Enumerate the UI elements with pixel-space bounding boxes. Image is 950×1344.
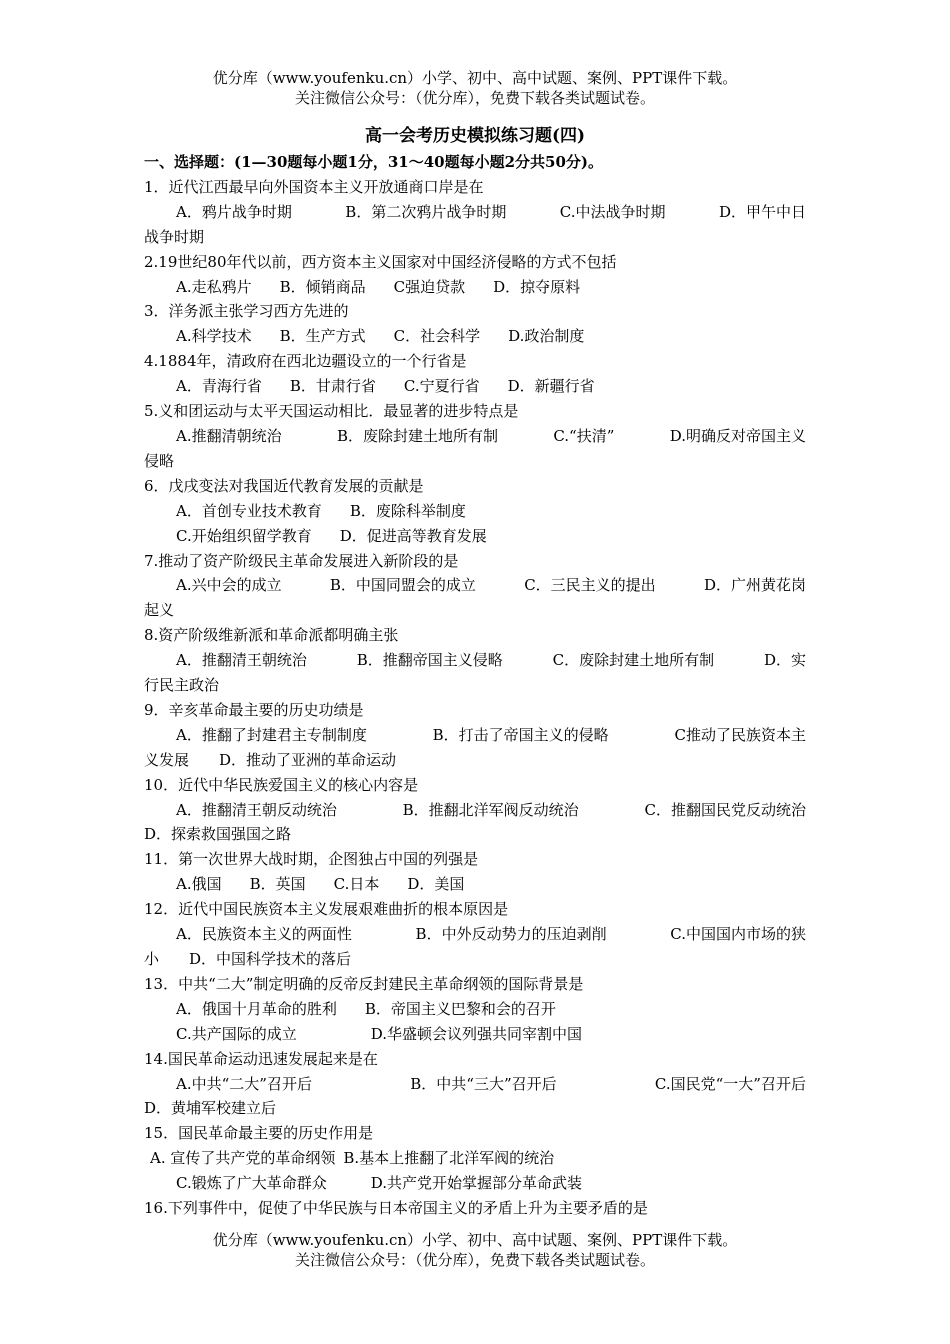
option-continuation: D．探索救国强国之路	[144, 825, 292, 844]
option: C.中法战争时期	[559, 202, 666, 221]
option: B．倾销商品	[279, 277, 366, 296]
option-continuation: 小 D．中国科学技术的落后	[144, 950, 352, 968]
option: C推动了民族资本主	[674, 725, 806, 744]
option: C.中国国内市场的狭	[670, 925, 806, 944]
option: C．推翻国民党反动统治	[644, 800, 806, 819]
option: C.共产国际的成立	[176, 1024, 297, 1043]
option: C.宁夏行省	[403, 377, 480, 396]
footer-line-1: 优分库（www.youfenku.cn）小学、初中、高中试题、案例、PPT课件下载。	[212, 1231, 738, 1249]
options-row	[144, 872, 806, 897]
question-stem: 14.国民革命运动迅速发展起来是在	[144, 1049, 378, 1068]
question-stem: 8.资产阶级维新派和革命派都明确主张	[144, 626, 399, 645]
option: D.明确反对帝国主义	[669, 426, 806, 445]
options-row	[144, 524, 806, 549]
option: B．废除科举制度	[349, 501, 466, 520]
option: A. 宣传了共产党的革命纲领	[150, 1149, 336, 1168]
question-stem: 5.义和团运动与太平天国运动相比．最显著的进步特点是	[144, 402, 519, 421]
options-row	[144, 275, 806, 300]
option: B．中国同盟会的成立	[329, 576, 476, 595]
option-continuation: D．黄埔军校建立后	[144, 1099, 277, 1118]
option: B．中外反动势力的压迫剥削	[415, 925, 607, 944]
option: C.开始组织留学教育	[176, 526, 312, 545]
option: A.兴中会的成立	[176, 576, 282, 595]
option-continuation: 行民主政治	[144, 676, 220, 695]
options-row	[144, 200, 806, 225]
option: A.推翻清朝统治	[176, 426, 282, 445]
option: A.科学技术	[176, 327, 252, 346]
question-stem: 2.19世纪80年代以前，西方资本主义国家对中国经济侵略的方式不包括	[144, 252, 617, 271]
option: B．废除封建土地所有制	[336, 426, 498, 445]
options-row	[144, 1072, 806, 1097]
option: D．美国	[407, 875, 465, 894]
option: D.政治制度	[508, 327, 585, 346]
question-stem: 12．近代中国民族资本主义发展艰难曲折的根本原因是	[144, 900, 509, 919]
option: A．民族资本主义的两面性	[176, 925, 352, 944]
option: B．中共“三大”召开后	[410, 1074, 557, 1093]
option: C.国民党“一大”召开后	[654, 1074, 806, 1093]
option: A.走私鸦片	[176, 277, 252, 296]
option: C强迫贷款	[393, 277, 466, 296]
option: B．推翻帝国主义侵略	[356, 651, 503, 670]
options-row	[144, 648, 806, 673]
option: D.华盛顿会议列强共同宰割中国	[370, 1024, 582, 1043]
option: D．新疆行省	[507, 377, 595, 396]
option-continuation: 起义	[144, 601, 175, 620]
option: A．俄国十月革命的胜利	[176, 999, 337, 1018]
option: C．三民主义的提出	[524, 576, 656, 595]
option: B．第二次鸦片战争时期	[345, 202, 507, 221]
option: C．废除封建土地所有制	[552, 651, 715, 670]
option: A．青海行省	[176, 377, 262, 396]
option: D．掠夺原料	[493, 277, 581, 296]
question-stem: 10．近代中华民族爱国主义的核心内容是	[144, 775, 419, 794]
option: C．社会科学	[393, 327, 481, 346]
options-row	[144, 1022, 806, 1047]
option: D．甲午中日	[718, 202, 806, 221]
question-stem: 6．戊戌变法对我国近代教育发展的贡献是	[144, 476, 424, 495]
option: C.锻炼了广大革命群众	[176, 1174, 327, 1193]
question-stem: 15．国民革命最主要的历史作用是	[144, 1124, 374, 1143]
option: A.中共“二大”召开后	[176, 1074, 312, 1093]
option: A．推翻清王朝反动统治	[176, 800, 337, 819]
footer-line-2: 关注微信公众号：（优分库），免费下载各类试题试卷。	[294, 1251, 655, 1269]
question-stem: 7.推动了资产阶级民主革命发展进入新阶段的是	[144, 551, 459, 570]
option-continuation: 战争时期	[144, 227, 205, 246]
section-heading: 一、选择题：(1—30题每小题1分，31～40题每小题2分共50分)。	[144, 153, 604, 171]
options-row	[144, 499, 806, 524]
option: A．鸦片战争时期	[176, 202, 292, 221]
question-stem: 13．中共“二大”制定明确的反帝反封建民主革命纲领的国际背景是	[144, 974, 584, 993]
header-line-2: 关注微信公众号：（优分库），免费下载各类试题试卷。	[294, 89, 655, 107]
question-stem: 16.下列事件中，促使了中华民族与日本帝国主义的矛盾上升为主要矛盾的是	[144, 1199, 648, 1218]
option: A．推翻了封建君主专制制度	[176, 725, 367, 744]
option: A.俄国	[176, 875, 222, 894]
option: A．推翻清王朝统治	[176, 651, 307, 670]
option: B．推翻北洋军阀反动统治	[402, 800, 579, 819]
exam-content	[144, 150, 806, 1221]
options-row	[144, 424, 806, 449]
options-row	[144, 723, 806, 748]
option: B.基本上推翻了北洋军阀的统治	[343, 1149, 555, 1168]
question-stem: 3．洋务派主张学习西方先进的	[144, 302, 349, 321]
page-title: 高一会考历史模拟练习题(四)	[364, 126, 586, 146]
option: C.日本	[333, 875, 380, 894]
option: C.“扶清”	[553, 426, 615, 445]
options-row	[144, 997, 806, 1022]
option-continuation: 侵略	[144, 451, 175, 470]
option: D.共产党开始掌握部分革命武装	[370, 1174, 582, 1193]
option: D．广州黄花岗	[703, 576, 806, 595]
question-stem: 1．近代江西最早向外国资本主义开放通商口岸是在	[144, 177, 484, 196]
options-row	[144, 374, 806, 399]
options-row	[144, 1171, 806, 1196]
option: B．帝国主义巴黎和会的召开	[364, 999, 556, 1018]
options-row	[144, 1146, 806, 1171]
options-row	[144, 922, 806, 947]
option: A．首创专业技术教育	[176, 501, 322, 520]
question-stem: 11．第一次世界大战时期，企图独占中国的列强是	[144, 850, 479, 869]
options-row	[144, 798, 806, 823]
option: B．打击了帝国主义的侵略	[432, 725, 609, 744]
question-stem: 9．辛亥革命最主要的历史功绩是	[144, 700, 364, 719]
options-row	[144, 324, 806, 349]
option: B．英国	[249, 875, 306, 894]
header-line-1: 优分库（www.youfenku.cn）小学、初中、高中试题、案例、PPT课件下载。	[212, 69, 738, 87]
option: D．促进高等教育发展	[339, 526, 487, 545]
option: D．实	[763, 651, 806, 670]
option-continuation: 义发展 D．推动了亚洲的革命运动	[144, 750, 397, 769]
option: B．生产方式	[279, 327, 366, 346]
question-stem: 4.1884年，清政府在西北边疆设立的一个行省是	[144, 352, 467, 371]
options-row	[144, 573, 806, 598]
option: B．甘肃行省	[289, 377, 376, 396]
